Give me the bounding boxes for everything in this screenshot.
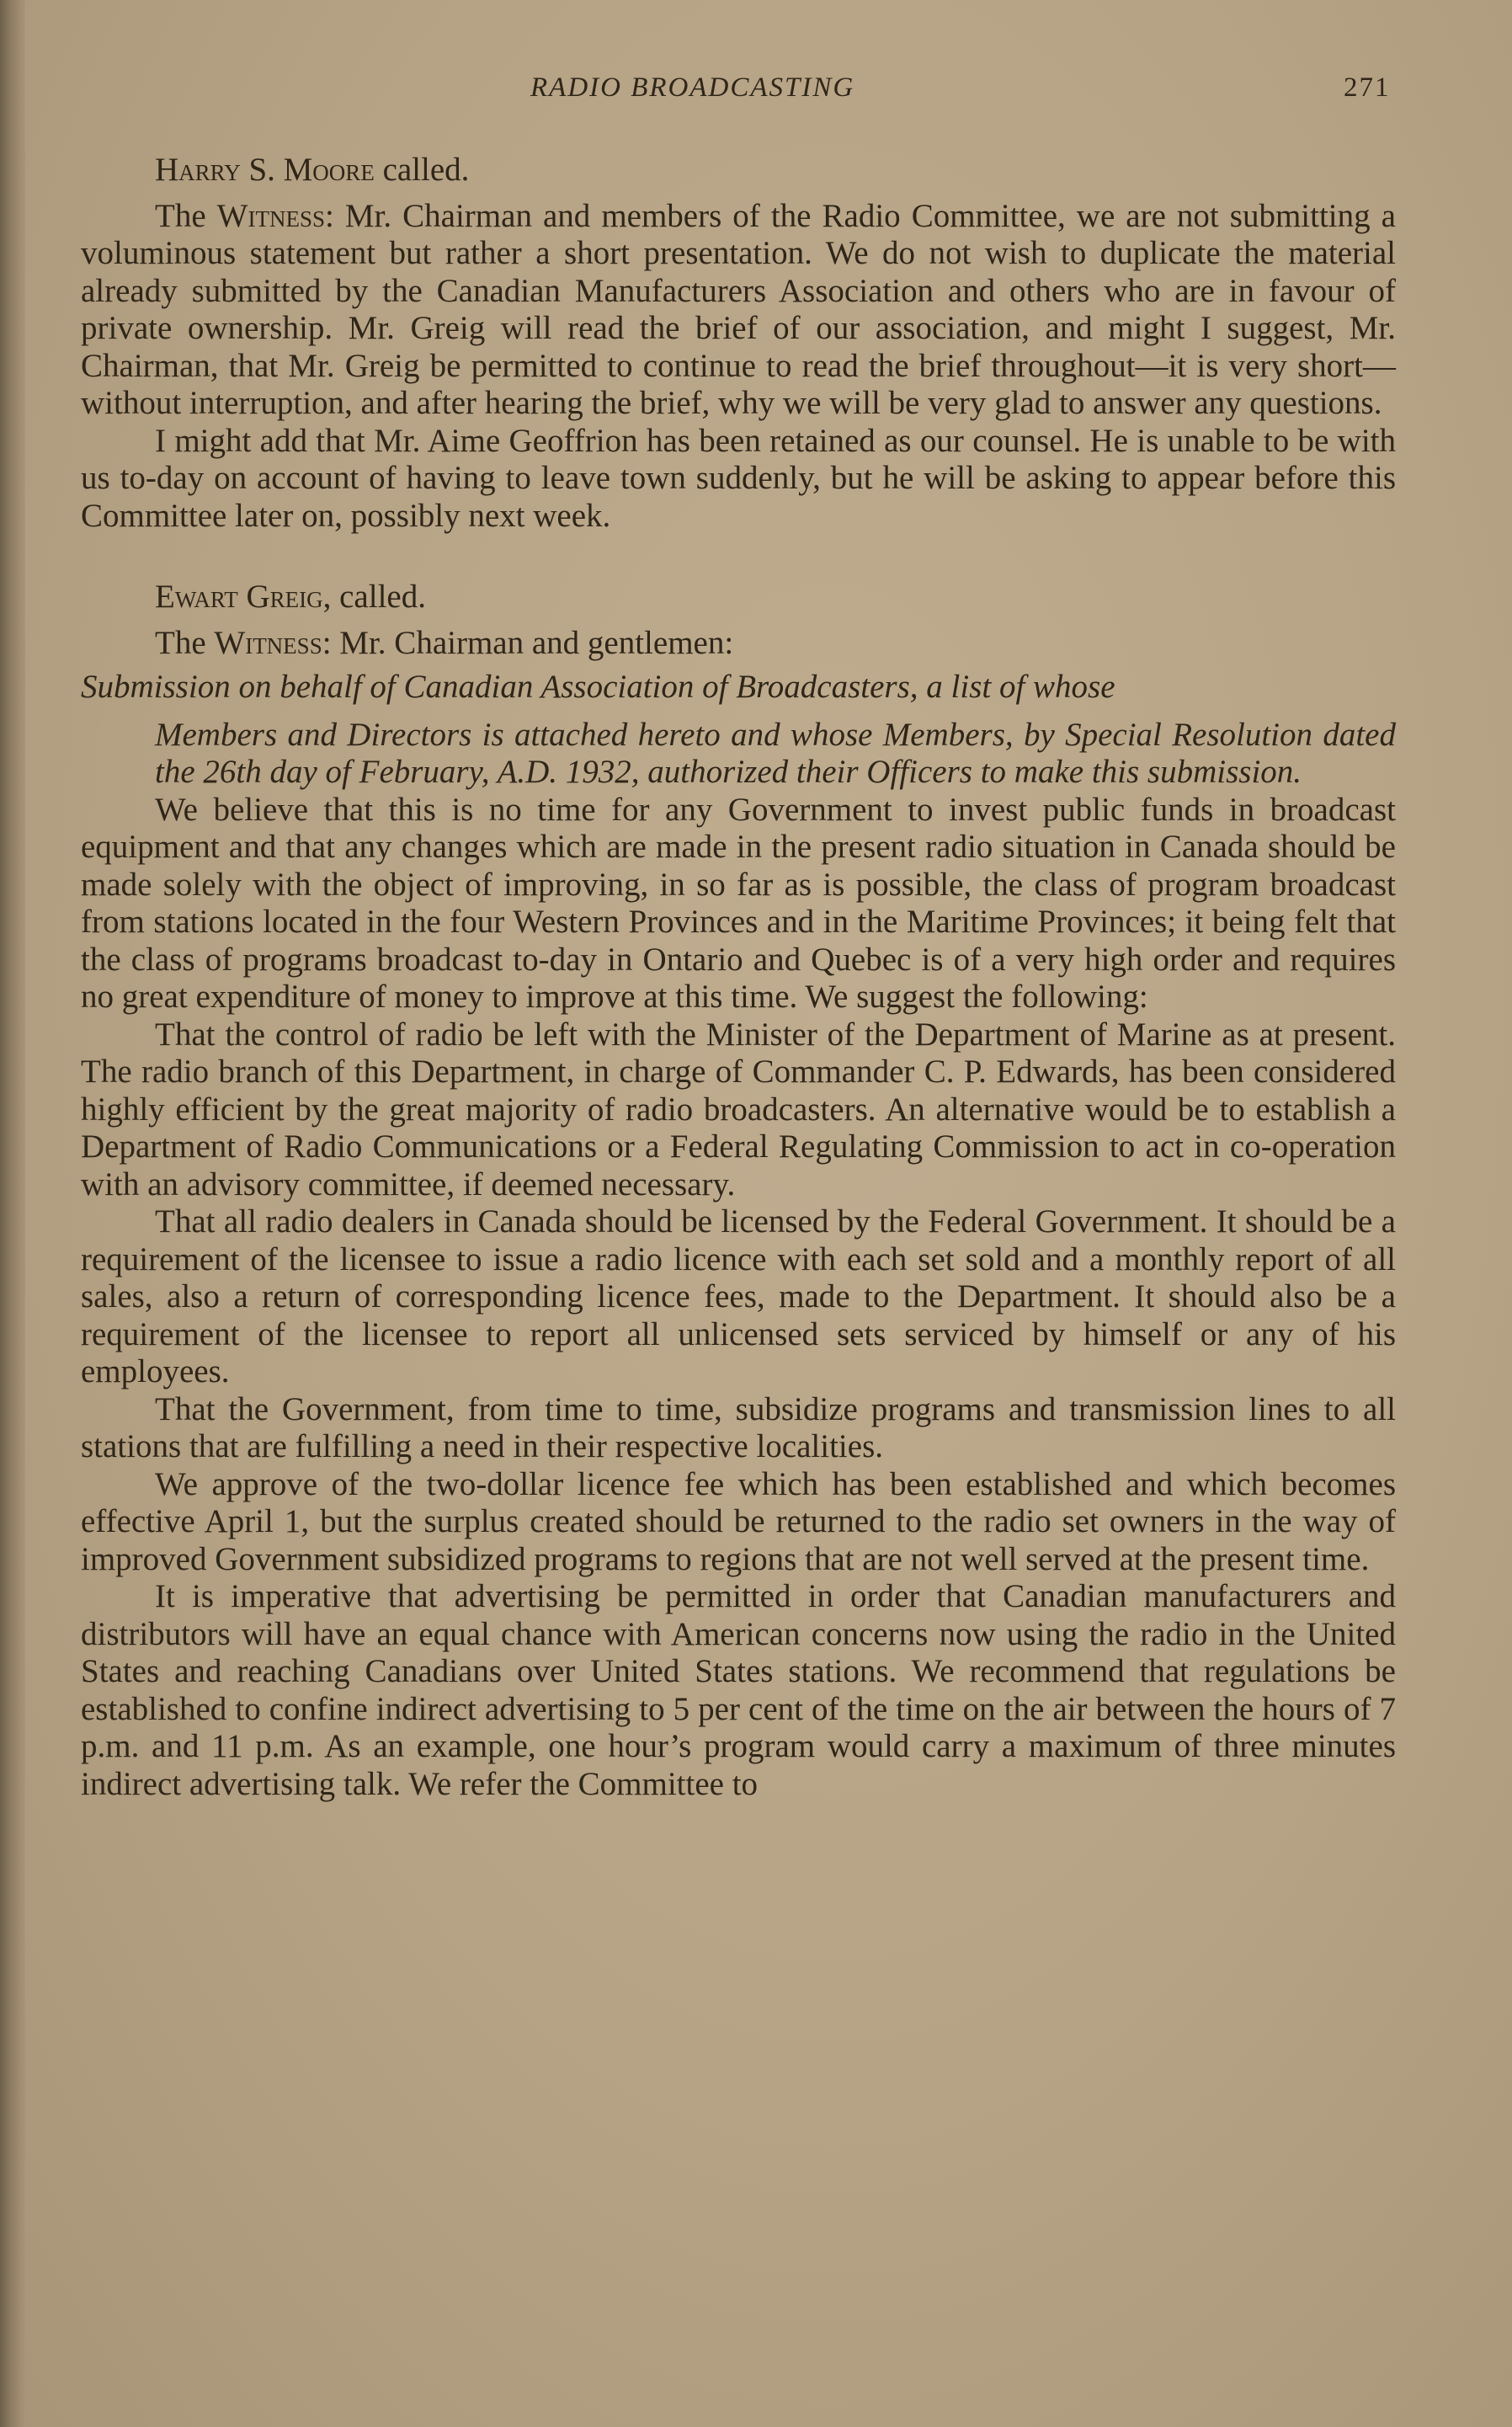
- brief-paragraph: That the Government, from time to time, subsidize programs and transmission lines to all stations that are fulfilling a need in their respective localities.: [81, 1390, 1396, 1464]
- witness-label: The Witness:: [155, 624, 332, 661]
- brief-paragraph: We approve of the two-dollar licence fee which has been established and which becomes effective April 1, but the surplus created should be returned to the radio set owners in the way of improved Government subsidized programs to regions that are not well served at the present time.: [81, 1465, 1396, 1577]
- page-body: [81, 152, 1396, 1803]
- brief-paragraph: That the control of radio be left with the Minister of the Department of Marine as at present. The radio branch of this Department, in charge of Commander C. P. Edwards, has been considered highly efficient by the great majority of radio broadcasters. An alternative would be to establish a Department of Radio Communications or a Federal Regulating Commission to act in co-operation with an advisory committee, if deemed necessary.: [81, 1016, 1396, 1203]
- called-text: , called.: [322, 579, 426, 615]
- brief-paragraph: We believe that this is no time for any Government to invest public funds in broadcast equipment and that any changes which are made in the present radio situation in Canada should be made solely with the object of improving, in so far as is possible, the class of program broadcast from stations located in the four Western Provinces and in the Maritime Provinces; it being felt that the class of programs broadcast to-day in Ontario and Quebec is of a very high order and requires no great expenditure of money to improve at this time. We suggest the following:: [81, 791, 1396, 1015]
- witness-called-greig: [81, 579, 1396, 616]
- page-binding-edge: [0, 0, 25, 2427]
- submission-heading-continuation: Members and Directors is attached hereto and whose Members, by Special Resolution dated the 26th day of February, A.D. 1932, authorized their Officers to make this submission.: [155, 716, 1396, 790]
- statement-text: Mr. Chairman and members of the Radio Committee, we are not submitting a voluminous statement but rather a short presentation. We do not wish to duplicate the material already submitted by the Canadian Manufacturers Association and others who are in favour of private ownership. Mr. Greig will read the brief of our association, and might I suggest, Mr. Chairman, that Mr. Greig be permitted to continue to read the brief throughout—it is very short—without interruption, and after hearing the brief, why we will be very glad to answer any questions.: [81, 197, 1396, 421]
- opening-text: Mr. Chairman and gentlemen:: [331, 624, 734, 661]
- moore-statement-paragraph-2: I might add that Mr. Aime Geoffrion has been retained as our counsel. He is unable to be with us to-day on account of having to leave town suddenly, but he will be asking to appear before this Committee later on, possibly next week.: [81, 422, 1396, 534]
- witness-label: The Witness:: [155, 197, 334, 234]
- witness-label-word: Witness:: [216, 197, 334, 234]
- page-header: [0, 72, 1512, 115]
- witness-called-moore: [81, 152, 1396, 189]
- brief-paragraph: It is imperative that advertising be permitted in order that Canadian manufacturers and distributors will have an equal chance with American concerns now using the radio in the United States and reaching Canadians over United States stations. We recommend that regulations be established to confine indirect advertising to 5 per cent of the time on the air between the hours of 7 p.m. and 11 p.m. As an example, one hour’s program would carry a maximum of three minutes indirect advertising talk. We refer the Committee to: [81, 1578, 1396, 1802]
- page-number: 271: [1344, 72, 1391, 103]
- witness-name: Harry S. Moore: [155, 152, 375, 188]
- witness-name: Ewart Greig: [155, 579, 323, 615]
- called-text: called.: [374, 152, 470, 188]
- brief-paragraph: That all radio dealers in Canada should be licensed by the Federal Government. It should be a requirement of the licensee to issue a radio licence with each set sold and a monthly report of all sales, also a return of corresponding licence fees, made to the Department. It should also be a requirement of the licensee to report all unlicensed sets serviced by himself or any of his employees.: [81, 1203, 1396, 1390]
- submission-heading-lead: Submission on behalf of Canadian Association of Broadcasters, a list of whose: [81, 669, 1115, 705]
- witness-label-word: Witness:: [214, 624, 332, 661]
- running-title: RADIO BROADCASTING: [530, 72, 855, 103]
- moore-statement-paragraph-1: [81, 198, 1396, 423]
- greig-opening: [81, 625, 1396, 663]
